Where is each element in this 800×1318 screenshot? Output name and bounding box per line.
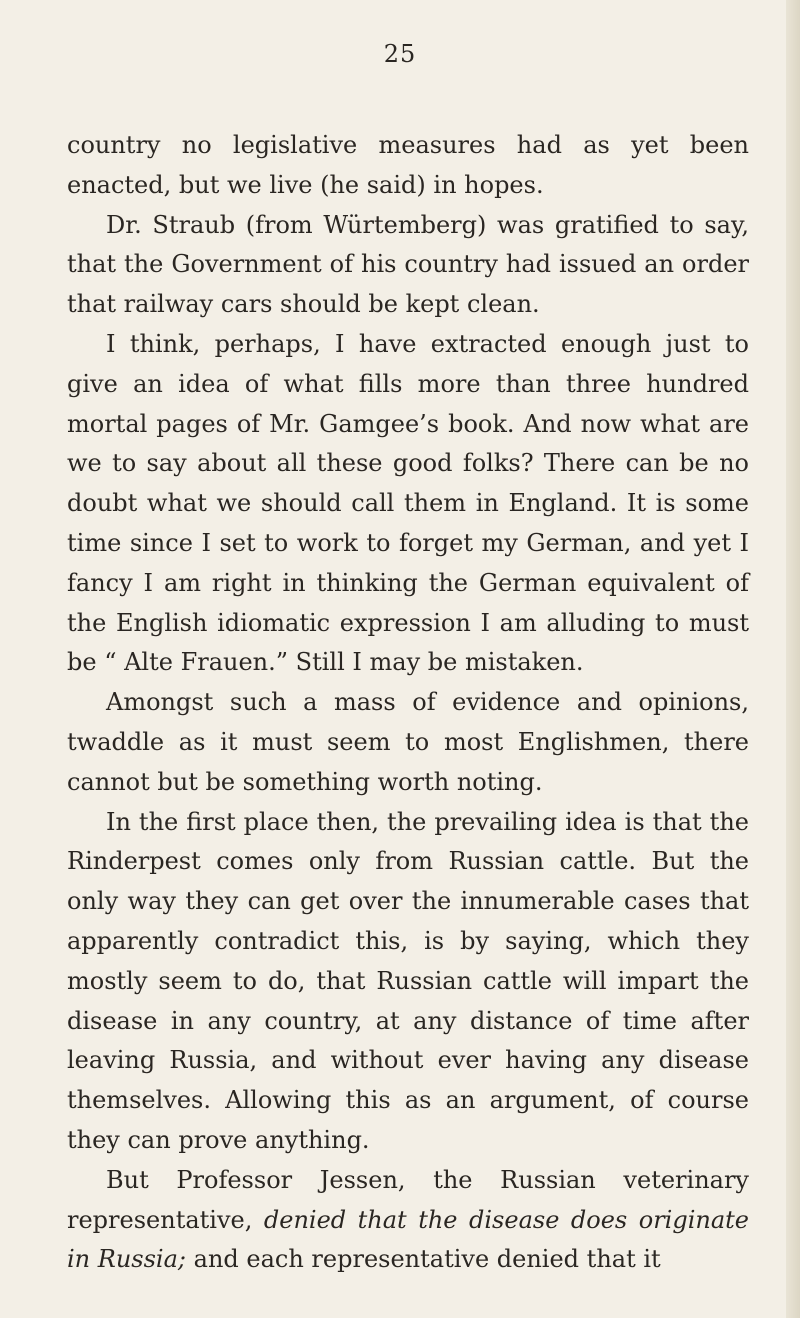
paragraph [67,206,749,325]
text-run: In the first place then, the prevailing idea is that the Rinderpest comes only from Russian cattle. But the only way they can get over the innumerable cases that apparently contradict this, is by saying, which they mostly seem to do, that Russian cattle will impart the disease in any country, at any distance of time after leaving Russia, and without ever having any disease themselves. Allowing this as an argument, of course they can prove anything. [67,807,749,1154]
text-run: I think, perhaps, I have extracted enough just to give an idea of what fills more than three hundred mortal pages of Mr. Gamgee’s book. And now what are we to say about all these good folks? There can be no doubt what we should call them in England. It is some time since I set to work to forget my German, and yet I fancy I am right in thinking the German equivalent of the English idiomatic expression I am alluding to must be “ Alte Frauen.” Still I may be mistaken. [67,329,749,677]
italic-text: denied that the disease does originate in Russia; [67,1205,750,1274]
text-run: Amongst such a mass of evidence and opinions, twaddle as it must seem to most Englishmen, there cannot but be something worth noting. [67,688,749,796]
text-run: But Professor Jessen, the Russian veterinary representative, [67,1165,749,1234]
paragraph [67,683,749,802]
text-run: and each representative denied that it [186,1245,661,1274]
page-edge [786,0,800,1318]
page-number: 25 [383,40,417,68]
text-run: Dr. Straub (from Würtemberg) was gratified to say, that the Government of his country had issued an order that railway cars should be kept clean. [67,210,749,319]
paragraph [67,126,749,206]
paragraph [67,1161,749,1280]
body-text [67,126,749,1280]
text-run: country no legislative measures had as yet been enacted, but we live (he said) in hopes. [67,131,749,199]
paragraph [67,803,749,1161]
paragraph [67,325,749,683]
